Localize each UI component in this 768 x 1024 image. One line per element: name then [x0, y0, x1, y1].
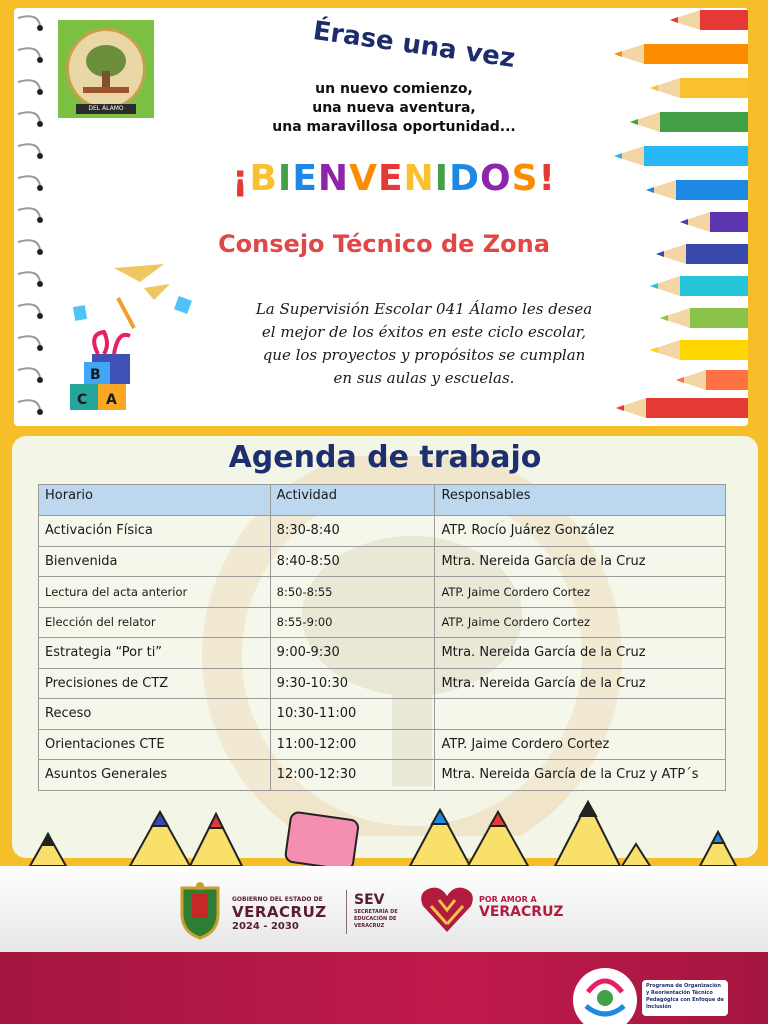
- block-letter: A: [106, 392, 117, 408]
- table-row: [39, 607, 726, 638]
- sev-logo: [354, 892, 424, 930]
- intro-line: una maravillosa oportunidad...: [272, 119, 516, 135]
- welcome-heading: [224, 158, 564, 199]
- column-header: Actividad: [270, 485, 435, 516]
- cell-responsables: ATP. Rocío Juárez González: [435, 516, 726, 547]
- cell-horario: Elección del relator: [39, 607, 271, 638]
- welcome-letter: D: [449, 158, 480, 199]
- table-row: [39, 760, 726, 791]
- pencil-tips-icon: [0, 800, 768, 870]
- welcome-letter: B: [249, 158, 278, 199]
- agenda-panel: [12, 436, 758, 858]
- column-header: Horario: [39, 485, 271, 516]
- program-label: Programa de Organización y Reorientación Técnico Pedagógica con Enfoque de Inclusión: [642, 980, 728, 1016]
- cell-responsables: Mtra. Nereida García de la Cruz: [435, 668, 726, 699]
- cell-responsables: Mtra. Nereida García de la Cruz: [435, 638, 726, 669]
- page-title: Érase una vez: [311, 15, 517, 75]
- gobierno-years: 2024 - 2030: [232, 921, 299, 932]
- cell-responsables: ATP. Jaime Cordero Cortez: [435, 607, 726, 638]
- intro-line: un nuevo comienzo,: [315, 81, 473, 97]
- welcome-letter: V: [349, 158, 378, 199]
- cell-responsables: Mtra. Nereida García de la Cruz: [435, 546, 726, 577]
- cell-horario: Receso: [39, 699, 271, 730]
- cell-horario: Lectura del acta anterior: [39, 577, 271, 608]
- cell-actividad: 10:30-11:00: [270, 699, 435, 730]
- cell-horario: Activación Física: [39, 516, 271, 547]
- logo-caption: DEL ÁLAMO: [76, 104, 136, 114]
- cell-horario: Orientaciones CTE: [39, 729, 271, 760]
- block-letter: B: [90, 367, 101, 383]
- welcome-letter: S: [511, 158, 539, 199]
- cell-actividad: 9:00-9:30: [270, 638, 435, 669]
- cell-actividad: 8:30-8:40: [270, 516, 435, 547]
- block-letter: C: [77, 392, 88, 408]
- table-row: [39, 546, 726, 577]
- welcome-letter: E: [292, 158, 318, 199]
- table-row: [39, 516, 726, 547]
- cell-horario: Bienvenida: [39, 546, 271, 577]
- welcome-letter: N: [317, 158, 350, 199]
- cell-responsables: Mtra. Nereida García de la Cruz y ATP´s: [435, 760, 726, 791]
- cell-horario: Precisiones de CTZ: [39, 668, 271, 699]
- table-row: [39, 638, 726, 669]
- colored-pencils-icon: [610, 8, 748, 426]
- welcome-letter: N: [403, 158, 435, 199]
- table-row: [39, 577, 726, 608]
- council-subtitle: Consejo Técnico de Zona: [218, 230, 550, 258]
- agenda-table: [38, 484, 726, 791]
- welcome-letter: O: [479, 158, 512, 199]
- program-logo: [570, 966, 730, 1024]
- tree-emblem-icon: [69, 31, 143, 107]
- por-amor-heart-icon: [420, 886, 474, 934]
- gobierno-veracruz-logo: [232, 896, 342, 933]
- column-header: Responsables: [435, 485, 726, 516]
- table-header-row: [39, 485, 726, 516]
- welcome-letter: I: [277, 158, 293, 199]
- cell-actividad: 9:30-10:30: [270, 668, 435, 699]
- logo-divider: [346, 890, 347, 934]
- cell-responsables: [435, 699, 726, 730]
- cell-actividad: 8:50-8:55: [270, 577, 435, 608]
- cell-actividad: 11:00-12:00: [270, 729, 435, 760]
- sev-subtitle: SECRETARÍA DE EDUCACIÓN DE VERACRUZ: [354, 909, 398, 929]
- program-emblem-icon: [570, 966, 640, 1024]
- gobierno-line: GOBIERNO DEL ESTADO DE: [232, 896, 323, 903]
- table-row: [39, 729, 726, 760]
- cell-responsables: ATP. Jaime Cordero Cortez: [435, 577, 726, 608]
- table-row: [39, 668, 726, 699]
- welcome-letter: I: [434, 158, 450, 199]
- supervision-message: La Supervisión Escolar 041 Álamo les desea el mejor de los éxitos en este ciclo escolar, que los proyectos y propósitos se cumplan en sus aulas y escuelas.: [255, 300, 593, 387]
- cell-horario: Asuntos Generales: [39, 760, 271, 791]
- amor-top-line: POR AMOR A: [479, 895, 537, 904]
- gobierno-state: VERACRUZ: [232, 903, 327, 921]
- cell-actividad: 8:55-9:00: [270, 607, 435, 638]
- cell-responsables: ATP. Jaime Cordero Cortez: [435, 729, 726, 760]
- welcome-letter: E: [377, 158, 404, 199]
- agenda-title: Agenda de trabajo: [228, 440, 542, 475]
- welcome-letter: !: [538, 158, 556, 199]
- cell-actividad: 12:00-12:30: [270, 760, 435, 791]
- logo-emblem: [66, 28, 146, 110]
- table-row: [39, 699, 726, 730]
- intro-lines: [234, 80, 554, 137]
- supervision-logo: [58, 20, 154, 118]
- intro-line: una nueva aventura,: [312, 100, 476, 116]
- cell-horario: Estrategia “Por ti”: [39, 638, 271, 669]
- notebook-spiral: [14, 8, 54, 426]
- welcome-letter: ¡: [232, 158, 250, 199]
- amor-state: VERACRUZ: [479, 904, 564, 920]
- sev-label: SEV: [354, 892, 385, 908]
- cell-actividad: 8:40-8:50: [270, 546, 435, 577]
- por-amor-logo: [479, 894, 589, 920]
- school-supplies-icon: [54, 258, 204, 418]
- welcome-card: [14, 8, 748, 426]
- veracruz-coat-of-arms-icon: [176, 880, 224, 940]
